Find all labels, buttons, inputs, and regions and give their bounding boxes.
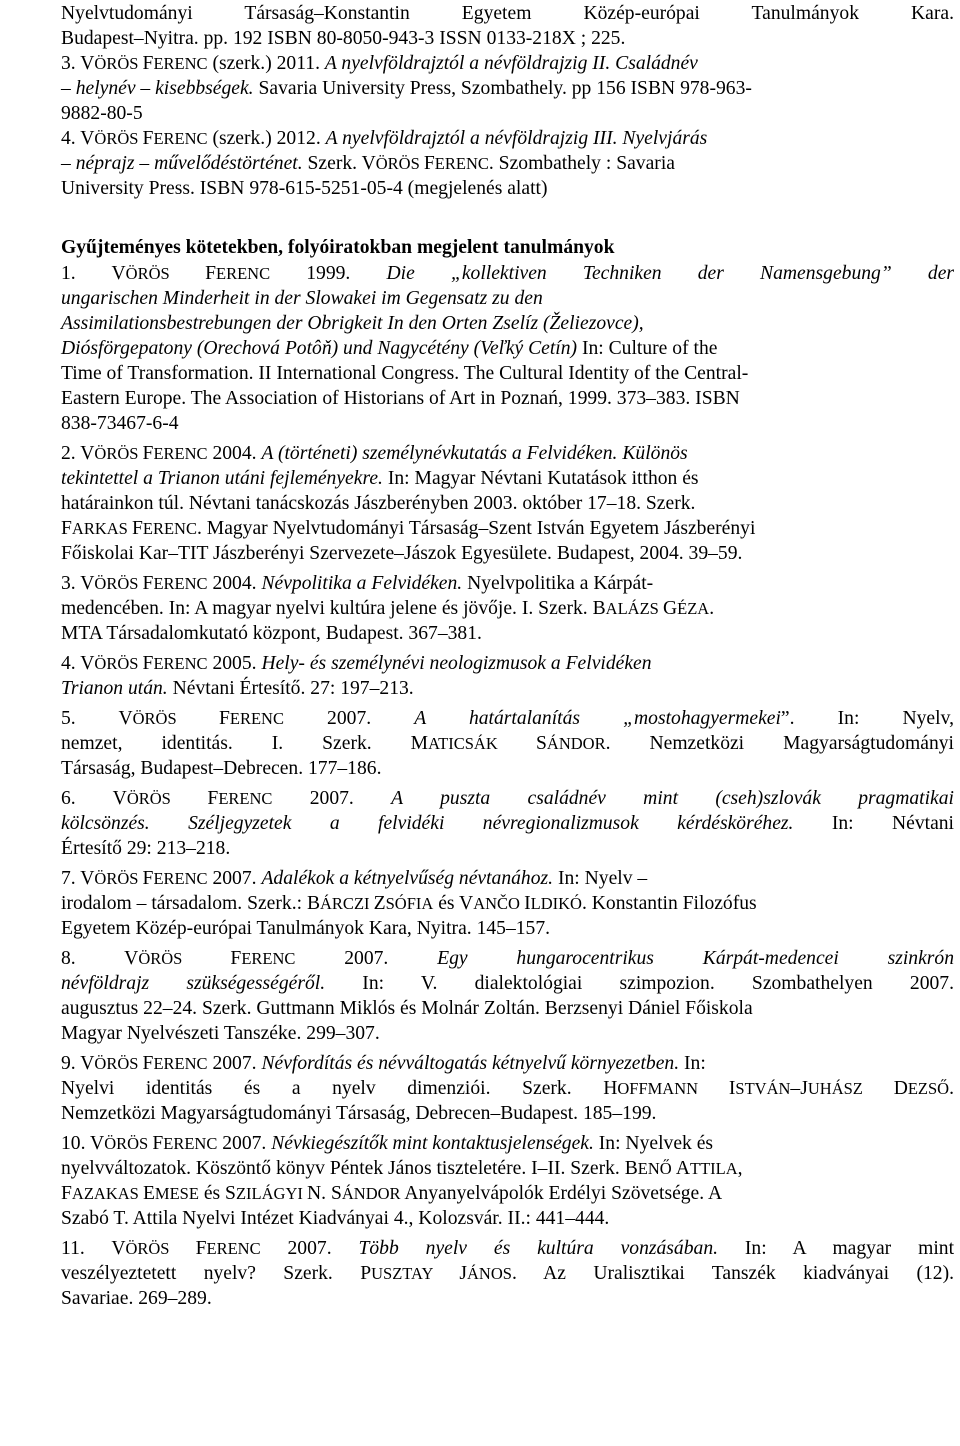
line-text: 11. [61, 1238, 112, 1259]
title-text: Névkiegészítők mint kontaktusjelenségek. [271, 1133, 594, 1154]
line-text: V [80, 653, 95, 674]
line-text: Szerk. V [302, 153, 376, 174]
line-text: Budapest–Nyitra. pp. 192 ISBN 80-8050-943-3 ISSN 0133-218X ; 225. [61, 28, 626, 49]
line-text: Főiskolai Kar–TIT Jászberényi Szervezete–Jászok Egyesülete. Budapest, 2004. 39–59. [61, 543, 743, 564]
line-text: In: A magyar mint [718, 1238, 955, 1259]
line-text: nyelvváltozatok. Köszöntő könyv Péntek János tiszteletére. I–II. Szerk. B [61, 1158, 638, 1179]
line-text: . Nemzetközi Magyarságtudományi [605, 733, 954, 754]
line-text: Savaria University Press, Szombathely. pp 156 ISBN 978-963- [253, 78, 752, 99]
title-text: Névpolitika a Felvidéken. [261, 573, 463, 594]
line-text: 2007. [295, 948, 438, 969]
bibliography-line [61, 1182, 722, 1206]
line-text: V [80, 573, 95, 594]
bibliography-line [61, 892, 757, 916]
bibliography-line [61, 312, 644, 336]
title-text: Diósförgepatony (Orechová Potôň) und Nagycétény (Veľký Cetín) [61, 338, 578, 359]
author-smallcaps: ERENC [153, 654, 208, 673]
author-smallcaps: ÁNDOR [546, 734, 606, 753]
author-smallcaps: ERENC [153, 869, 208, 888]
line-text: . [949, 1078, 954, 1099]
bibliography-line [61, 1022, 380, 1046]
line-text: –J [790, 1078, 808, 1099]
author-smallcaps: ERENC [153, 574, 208, 593]
author-smallcaps: ERENC [241, 949, 296, 968]
title-text: Hely- és személynévi neologizmusok a Felvidéken [261, 653, 652, 674]
bibliography-line [61, 622, 482, 646]
title-text: A határtalanítás „mostohagyermekei [414, 708, 781, 729]
line-text: F [142, 868, 154, 889]
bibliography-line [61, 102, 143, 126]
line-text: 2007. [272, 788, 392, 809]
line-text: Time of Transformation. II International Congress. The Cultural Identity of the Central- [61, 363, 749, 384]
line-text: Nyelvpolitika a Kárpát- [462, 573, 654, 594]
bibliography-line [61, 837, 230, 861]
author-smallcaps: ÖRÖS [94, 54, 143, 73]
bibliography-line [61, 812, 954, 836]
line-text: I [728, 1078, 736, 1099]
line-text: (szerk.) 2012. [207, 128, 326, 149]
line-text: In: Nyelvek és [593, 1133, 714, 1154]
line-text: határainkon túl. Névtani tanácskozás Jászberényben 2003. október 17–18. Szerk. [61, 493, 696, 514]
bibliography-line [61, 1262, 954, 1286]
line-text: . Konstantin Filozófus [581, 893, 757, 914]
line-text: S [536, 733, 547, 754]
line-text: F [142, 128, 154, 149]
bibliography-line [61, 177, 548, 201]
bibliography-line [61, 947, 954, 971]
line-text: I [524, 893, 531, 914]
line-text: Eastern Europe. The Association of Historians of Art in Poznań, 1999. 373–383. ISBN [61, 388, 740, 409]
author-smallcaps: ÖRÖS [94, 869, 143, 888]
bibliography-line [61, 467, 699, 491]
line-text: 5. [61, 708, 119, 729]
line-text: Nemzetközi Magyarságtudományi Társaság, Debrecen–Budapest. 185–199. [61, 1103, 657, 1124]
line-text: In: Névtani [793, 813, 954, 834]
bibliography-line [61, 442, 688, 466]
line-text: medencében. In: A magyar nyelvi kultúra jelene és jövője. I. Szerk. B [61, 598, 606, 619]
line-text: V [112, 788, 127, 809]
line-text: In: Nyelv – [553, 868, 648, 889]
line-text: F [142, 1053, 154, 1074]
line-text: . Magyar Nyelvtudományi Társaság–Szent István Egyetem Jászberényi [196, 518, 756, 539]
author-smallcaps: ALÁZS [605, 599, 663, 618]
line-text: 4. [61, 653, 81, 674]
author-smallcaps: ÖRÖS [94, 129, 143, 148]
line-text: F [230, 948, 242, 969]
bibliography-line [61, 732, 954, 756]
line-text: nemzet, identitás. I. Szerk. M [61, 733, 429, 754]
line-text: 2007. [207, 1053, 262, 1074]
line-text: Z [373, 893, 386, 914]
line-text: V [80, 53, 95, 74]
bibliography-line [61, 787, 954, 811]
author-smallcaps: ERENC [229, 709, 284, 728]
line-text: In: Culture of the [577, 338, 718, 359]
bibliography-line [61, 1102, 656, 1126]
line-text: In: V. dialektológiai szimpozion. Szombathelyen 2007. [325, 973, 954, 994]
line-text: MTA Társadalomkutató központ, Budapest. 367–381. [61, 623, 482, 644]
line-text: J [459, 1263, 467, 1284]
line-text: V [80, 1053, 95, 1074]
author-smallcaps: ERENC [218, 789, 273, 808]
author-smallcaps: ERENC [434, 154, 489, 173]
line-text: veszélyeztetett nyelv? Szerk. P [61, 1263, 372, 1284]
bibliography-line [61, 1287, 212, 1311]
line-text: 1. [61, 263, 112, 284]
author-smallcaps: ÖRÖS [125, 264, 206, 283]
author-smallcaps: ERENC [153, 129, 208, 148]
title-text: Die „kollektiven Techniken der Namensgebung” der [386, 263, 955, 284]
line-text: F [142, 443, 154, 464]
bibliography-line [61, 52, 698, 76]
bibliography-line [61, 917, 550, 941]
line-text: A [675, 1158, 690, 1179]
line-text: Nyelvi identitás és a nyelv dimenziói. Szerk. H [61, 1078, 618, 1099]
line-text: . [709, 598, 715, 619]
bibliography-line [61, 362, 748, 386]
title-text: Assimilationsbestrebungen der Obrigkeit In den Orten Zselíz (Želiezovce), [61, 313, 644, 334]
line-text: augusztus 22–24. Szerk. Guttmann Miklós és Molnár Zoltán. Berzsenyi Dániel Főiskola [61, 998, 753, 1019]
line-text: 7. [61, 868, 81, 889]
line-text: F [207, 788, 219, 809]
line-text: F [423, 153, 435, 174]
line-text: N. S [307, 1183, 342, 1204]
author-smallcaps: ERENC [215, 264, 271, 283]
line-text: Társaság, Budapest–Debrecen. 177–186. [61, 758, 382, 779]
line-text: 4. [61, 128, 81, 149]
line-text: F [195, 1238, 207, 1259]
line-text: . Az Uralisztikai Tanszék kiadványai (12). [511, 1263, 954, 1284]
line-text: F [61, 1183, 72, 1204]
bibliography-line [61, 152, 675, 176]
author-smallcaps: ÁNDOR [341, 1184, 401, 1203]
line-text: , [737, 1158, 743, 1179]
author-smallcaps: ÖRÖS [94, 574, 143, 593]
line-text: V [80, 443, 95, 464]
line-text: V [118, 708, 133, 729]
line-text: Magyar Nyelvészeti Tanszéke. 299–307. [61, 1023, 380, 1044]
line-text: 2007. [207, 868, 262, 889]
author-smallcaps: ÖRÖS [132, 709, 219, 728]
title-text: Több nyelv és kultúra vonzásában. [358, 1238, 719, 1259]
title-text: A nyelvföldrajztól a névföldrajzig II. Családnév [324, 53, 698, 74]
line-text: D [893, 1078, 908, 1099]
bibliography-line [61, 707, 954, 731]
line-text: F [152, 1133, 164, 1154]
line-text: V [80, 128, 95, 149]
title-text: Adalékok a kétnyelvűség névtanához. [261, 868, 554, 889]
line-text: 2004. [207, 573, 262, 594]
title-text: A puszta családnév mint (cseh)szlovák pragmatikai [391, 788, 954, 809]
line-text: F [142, 653, 154, 674]
author-smallcaps: EZSŐ [907, 1079, 950, 1098]
bibliography-line [61, 867, 647, 891]
line-text: Szabó T. Attila Nyelvi Intézet Kiadványai 4., Kolozsvár. II.: 441–444. [61, 1208, 610, 1229]
line-text: Gyűjteményes kötetekben, folyóiratokban megjelent tanulmányok [61, 237, 615, 258]
title-text: – néprajz – művelődéstörténet. [61, 153, 303, 174]
title-text: ungarischen Minderheit in der Slowakei im Gegensatz zu den [61, 288, 543, 309]
line-text: 1999. [270, 263, 387, 284]
line-text: V [124, 948, 139, 969]
author-smallcaps: ÖRÖS [104, 1134, 153, 1153]
title-text: A (történeti) személynévkutatás a Felvidéken. Különös [261, 443, 688, 464]
bibliography-line [61, 1052, 706, 1076]
bibliography-line [61, 492, 695, 516]
author-smallcaps: ÖRÖS [138, 949, 231, 968]
bibliography-line [61, 1132, 713, 1156]
title-text: A nyelvföldrajztól a névföldrajzig III. Nyelvjárás [325, 128, 708, 149]
line-text: Nyelvtudományi Társaság–Konstantin Egyetem Közép-európai Tanulmányok Kara. [61, 3, 954, 24]
author-smallcaps: ÉZA [677, 599, 710, 618]
author-smallcaps: ÖRÖS [94, 444, 143, 463]
bibliography-line [61, 677, 414, 701]
line-text: F [142, 53, 154, 74]
line-text: 838-73467-6-4 [61, 413, 179, 434]
title-text: tekintettel a Trianon utáni fejleményekre. [61, 468, 383, 489]
author-smallcaps: MESE [154, 1184, 199, 1203]
bibliography-line [61, 127, 707, 151]
line-text: . Szombathely : Savaria [488, 153, 675, 174]
line-text: (szerk.) 2011. [207, 53, 325, 74]
author-smallcaps: ARKAS [71, 519, 132, 538]
line-text: V [80, 868, 95, 889]
bibliography-line [61, 27, 625, 51]
line-text: F [131, 518, 143, 539]
bibliography-line [61, 597, 714, 621]
bibliography-line [61, 572, 653, 596]
title-text: kölcsönzés. Széljegyzetek a felvidéki névregionalizmusok kérdésköréhez. [61, 813, 794, 834]
line-text: G [662, 598, 678, 619]
author-smallcaps: ÁNOS [467, 1264, 512, 1283]
line-text: 9882-80-5 [61, 103, 143, 124]
line-text: 10. [61, 1133, 91, 1154]
bibliography-line [61, 412, 179, 436]
line-text: 6. [61, 788, 113, 809]
line-text: Egyetem Közép-európai Tanulmányok Kara, Nyitra. 145–157. [61, 918, 551, 939]
bibliography-line [61, 997, 753, 1021]
line-text: 2. [61, 443, 81, 464]
bibliography-line [61, 542, 742, 566]
line-text: Névtani Értesítő. 27: 197–213. [167, 678, 414, 699]
title-text: névföldrajz szükségességéről. [61, 973, 326, 994]
author-smallcaps: ÖRÖS [94, 654, 143, 673]
author-smallcaps: USZTAY [371, 1264, 460, 1283]
title-text: Névfordítás és névváltogatás kétnyelvű környezetben. [261, 1053, 680, 1074]
line-text: és V [433, 893, 474, 914]
author-smallcaps: ERENC [206, 1239, 261, 1258]
line-text: 2004. [207, 443, 262, 464]
bibliography-line [61, 517, 755, 541]
line-text: 3. [61, 53, 81, 74]
line-text: 9. [61, 1053, 81, 1074]
line-text: F [61, 518, 72, 539]
bibliography-line [61, 287, 543, 311]
line-text: 2005. [207, 653, 262, 674]
bibliography-line [61, 262, 954, 286]
line-text: In: Magyar Névtani Kutatások itthon és [382, 468, 699, 489]
author-smallcaps: TTILA [690, 1159, 738, 1178]
bibliography-line [61, 1077, 954, 1101]
line-text: Anyanyelvápolók Erdélyi Szövetsége. A [400, 1183, 723, 1204]
bibliography-line [61, 1157, 743, 1181]
title-text: Trianon után. [61, 678, 168, 699]
bibliography-line [61, 1237, 954, 1261]
author-smallcaps: ÖRÖS [125, 1239, 196, 1258]
bibliography-line [61, 652, 652, 676]
author-smallcaps: ERENC [142, 519, 197, 538]
author-smallcaps: ATICSÁK [428, 734, 536, 753]
author-smallcaps: ANČO [473, 894, 525, 913]
title-text: – helynév – kisebbségek. [61, 78, 254, 99]
line-text: In: [679, 1053, 706, 1074]
line-text: V [111, 263, 126, 284]
author-smallcaps: ÖRÖS [94, 1054, 143, 1073]
line-text: 3. [61, 573, 81, 594]
author-smallcaps: OFFMANN [617, 1079, 729, 1098]
author-smallcaps: ÖRÖS [126, 789, 208, 808]
line-text: University Press. ISBN 978-615-5251-05-4 (megjelenés alatt) [61, 178, 548, 199]
bibliography-line [61, 972, 954, 996]
author-smallcaps: ENŐ [637, 1159, 676, 1178]
line-text: V [90, 1133, 105, 1154]
author-smallcaps: AZAKAS [71, 1184, 143, 1203]
author-smallcaps: LDIKÓ [530, 894, 582, 913]
author-smallcaps: ÁRCZI [320, 894, 374, 913]
line-text: ”. In: Nyelv, [780, 708, 954, 729]
line-text: F [142, 573, 154, 594]
line-text: Értesítő 29: 213–218. [61, 838, 231, 859]
author-smallcaps: ERENC [153, 444, 208, 463]
bibliography-line [61, 1207, 609, 1231]
line-text: 2007. [217, 1133, 272, 1154]
line-text: E [142, 1183, 155, 1204]
bibliography-line [61, 387, 740, 411]
line-text: F [218, 708, 230, 729]
author-smallcaps: ERENC [163, 1134, 218, 1153]
author-smallcaps: ERENC [153, 54, 208, 73]
line-text: Savariae. 269–289. [61, 1288, 212, 1309]
line-text: F [205, 263, 216, 284]
author-smallcaps: ERENC [153, 1054, 208, 1073]
line-text: irodalom – társadalom. Szerk.: B [61, 893, 321, 914]
line-text: 2007. [260, 1238, 359, 1259]
section-heading [61, 236, 615, 260]
line-text: 2007. [283, 708, 415, 729]
author-smallcaps: UHÁSZ [807, 1079, 894, 1098]
line-text: és S [198, 1183, 236, 1204]
author-smallcaps: SÓFIA [385, 894, 434, 913]
line-text: 8. [61, 948, 125, 969]
bibliography-line [61, 337, 717, 361]
author-smallcaps: ÖRÖS [375, 154, 424, 173]
bibliography-line [61, 2, 954, 26]
title-text: Egy hungarocentrikus Kárpát-medencei szinkrón [437, 948, 955, 969]
author-smallcaps: ZILÁGYI [235, 1184, 307, 1203]
bibliography-line [61, 77, 752, 101]
line-text: V [111, 1238, 126, 1259]
author-smallcaps: STVÁN [735, 1079, 791, 1098]
bibliography-line [61, 757, 381, 781]
